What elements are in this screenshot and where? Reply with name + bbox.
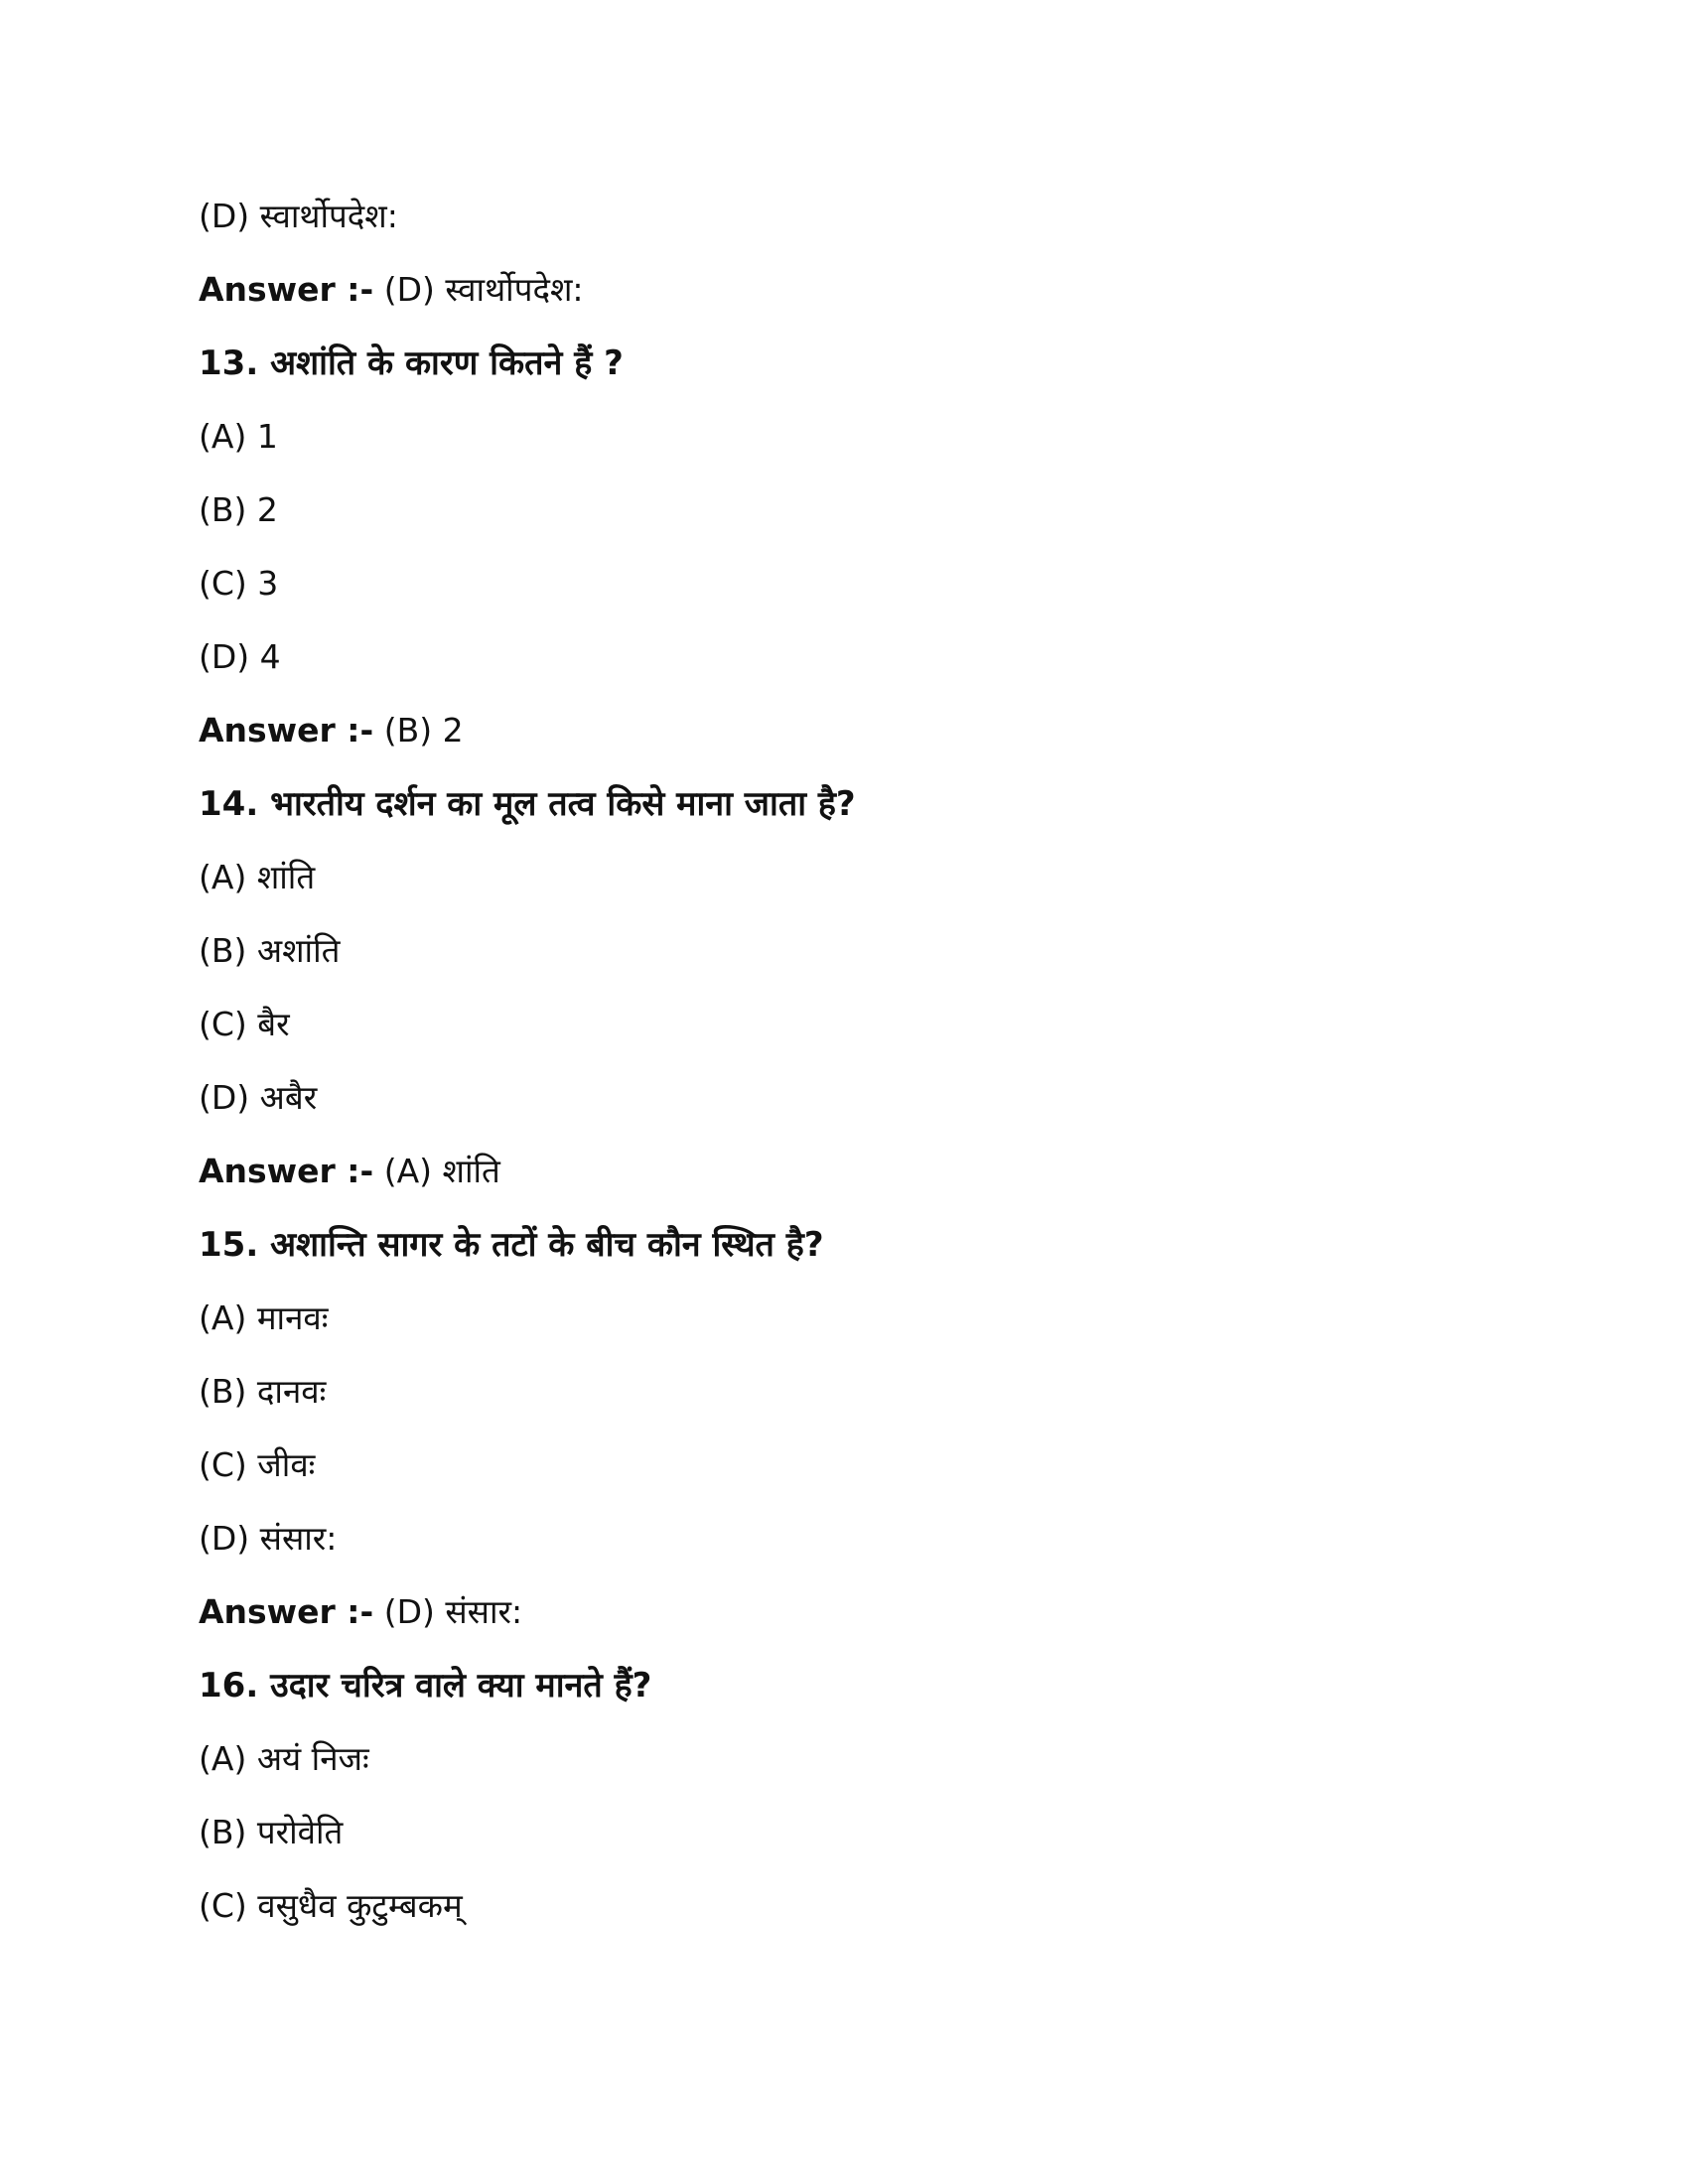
answer-line xyxy=(199,1150,1489,1193)
answer-label: Answer :- xyxy=(199,1152,374,1190)
question-list xyxy=(199,195,1489,1958)
option-line: (B) 2 xyxy=(199,490,278,529)
option-line: (A) मानवः xyxy=(199,1298,329,1337)
option-line: (B) अशांति xyxy=(199,931,341,970)
answer-value: (B) 2 xyxy=(373,711,464,750)
answer-value: (D) संसार: xyxy=(373,1592,523,1631)
answer-label: Answer :- xyxy=(199,711,374,750)
option-line: (D) अबैर xyxy=(199,1078,318,1117)
option-line: (C) जीवः xyxy=(199,1445,316,1484)
answer-line xyxy=(199,268,1489,312)
option-line: (A) अयं निजः xyxy=(199,1739,369,1778)
answer-line xyxy=(199,1590,1489,1634)
answer-value: (D) स्वार्थोपदेश: xyxy=(373,270,584,309)
answer-value: (A) शांति xyxy=(373,1152,500,1190)
option-line: (C) वसुधैव कुटुम्बकम् xyxy=(199,1886,463,1925)
option-line: (B) परोवेति xyxy=(199,1813,344,1851)
option-line: (A) शांति xyxy=(199,858,316,896)
question-15: 15. अशान्ति सागर के तटों के बीच कौन स्थित है? xyxy=(199,1225,824,1265)
question-14: 14. भारतीय दर्शन का मूल तत्व किसे माना जाता है? xyxy=(199,784,856,824)
option-line: (D) 4 xyxy=(199,637,281,676)
answer-label: Answer :- xyxy=(199,270,374,309)
option-line: (D) स्वार्थोपदेश: xyxy=(199,197,398,235)
option-line: (D) संसार: xyxy=(199,1519,338,1558)
answer-label: Answer :- xyxy=(199,1592,374,1631)
answer-line xyxy=(199,709,1489,752)
option-line: (C) 3 xyxy=(199,564,279,603)
question-16: 16. उदार चरित्र वाले क्या मानते हैं? xyxy=(199,1666,652,1706)
question-13: 13. अशांति के कारण कितने हैं ? xyxy=(199,343,624,383)
option-line: (A) 1 xyxy=(199,417,278,456)
option-line: (B) दानवः xyxy=(199,1372,327,1411)
option-line: (C) बैर xyxy=(199,1005,290,1043)
